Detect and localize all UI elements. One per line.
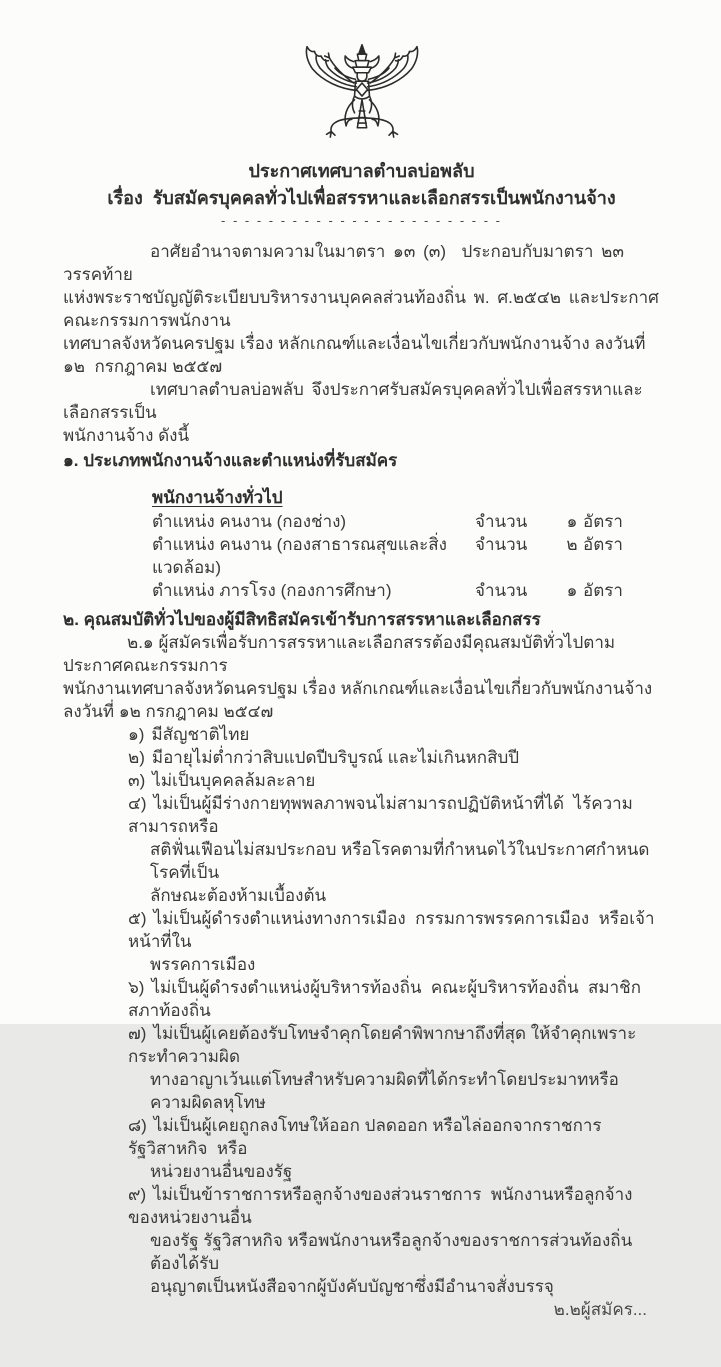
paragraph-line: เทศบาลตำบลบ่อพลับ จึงประกาศรับสมัครบุคคลทั่วไปเพื่อสรรหาและเลือกสรรเป็น: [63, 380, 643, 422]
item-text: ไม่เป็นข้าราชการหรือลูกจ้างของส่วนราชการ พนักงานหรือลูกจ้างของหน่วยงานอื่น: [128, 1185, 633, 1227]
item-line: [128, 907, 660, 953]
item-number: ๓): [128, 771, 146, 790]
item-line: หน่วยงานอื่นของรัฐ: [150, 1162, 293, 1181]
position-row: [152, 510, 660, 533]
paragraph-line: เทศบาลจังหวัดนครปฐม เรื่อง หลักเกณฑ์และเงื่อนไขเกี่ยวกับพนักงานจ้าง ลงวันที่ ๑๒ กรกฎาคม ๒๕๕๗: [63, 334, 651, 376]
item-number: ๗): [128, 1024, 147, 1043]
garuda-emblem: [287, 42, 437, 152]
qualification-list: [128, 723, 660, 1298]
garuda-emblem-drawing: [287, 42, 437, 152]
paragraph-line: พนักงานจ้าง ดังนี้: [63, 426, 190, 445]
paragraph-line: อาศัยอำนาจตามความในมาตรา ๑๓ (๓) ประกอบกับมาตรา ๒๓ วรรคท้าย: [63, 242, 632, 284]
item-line: สติฟั่นเฟือนไม่สมประกอบ หรือโรคตามที่กำหนดไว้ในประกาศกำหนดโรคที่เป็น: [150, 840, 650, 882]
item-line: ของรัฐ รัฐวิสาหกิจ หรือพนักงานหรือลูกจ้างของราชการส่วนท้องถิ่นต้องได้รับ: [150, 1231, 633, 1273]
item-line: ทางอาญาเว้นแต่โทษสำหรับความผิดที่ได้กระทำโดยประมาทหรือความผิดลหุโทษ: [150, 1070, 619, 1112]
count-label: จำนวน: [475, 581, 528, 600]
count-label: จำนวน: [475, 512, 528, 531]
item-line: [128, 1114, 660, 1160]
continuation-mark: ๒.๒ผู้สมัคร...: [553, 1300, 647, 1319]
announcement-title: ประกาศเทศบาลตำบลบ่อพลับ: [248, 161, 475, 181]
employee-type-heading: พนักงานจ้างทั่วไป: [152, 488, 283, 507]
item-text: ไม่เป็นผู้เคยต้องรับโทษจำคุกโดยคำพิพากษาถึงที่สุด ให้จำคุกเพราะกระทำความผิด: [128, 1024, 637, 1066]
position-row: [152, 533, 660, 579]
position-row: [152, 579, 660, 602]
item-text: ไม่เป็นผู้มีร่างกายทุพพลภาพจนไม่สามารถปฏิบัติหน้าที่ได้ ไร้ความสามารถหรือ: [128, 794, 633, 836]
item-text: มีอายุไม่ต่ำกว่าสิบแปดปีบริบูรณ์ และไม่เกินหกสิบปี: [151, 748, 520, 767]
item-line: [128, 769, 660, 792]
paragraph-line: พนักงานเทศบาลจังหวัดนครปฐม เรื่อง หลักเกณฑ์และเงื่อนไขเกี่ยวกับพนักงานจ้าง ลงวันที่ ๑๒ กรกฎาคม ๒๕๔๗: [63, 679, 657, 721]
item-text: มีสัญชาติไทย: [151, 725, 250, 744]
item-number: ๒): [128, 748, 145, 767]
qualification-item: [128, 746, 660, 769]
qualification-item: [128, 1183, 660, 1298]
item-line: [128, 723, 660, 746]
section1-heading: ๑. ประเภทพนักงานจ้างและตำแหน่งที่รับสมัคร: [63, 451, 398, 470]
count-label: จำนวน: [475, 535, 528, 554]
item-line: พรรคการเมือง: [150, 955, 256, 974]
item-number: ๘): [128, 1116, 147, 1135]
item-number: ๔): [128, 794, 147, 813]
item-line: อนุญาตเป็นหนังสือจากผู้บังคับบัญชาซึ่งมีอำนาจสั่งบรรจุ: [150, 1277, 554, 1296]
item-line: [128, 792, 660, 838]
clause-2-1: [63, 631, 660, 723]
item-text: ไม่เป็นผู้ดำรงตำแหน่งผู้บริหารท้องถิ่น คณะผู้บริหารท้องถิ่น สมาชิกสภาท้องถิ่น: [128, 978, 641, 1020]
item-text: ไม่เป็นบุคคลล้มละลาย: [152, 771, 316, 790]
count-value: ๑: [566, 512, 578, 531]
item-text: ไม่เป็นผู้ดำรงตำแหน่งทางการเมือง กรรมการพรรคการเมือง หรือเจ้าหน้าที่ใน: [128, 909, 655, 951]
item-line: [128, 1022, 660, 1068]
item-line: [128, 746, 660, 769]
unit-label: อัตรา: [583, 535, 623, 554]
unit-label: อัตรา: [583, 581, 623, 600]
qualification-item: [128, 792, 660, 907]
announcement-subject: เรื่อง รับสมัครบุคคลทั่วไปเพื่อสรรหาและเลือกสรรเป็นพนักงานจ้าง: [107, 188, 616, 208]
qualification-item: [128, 723, 660, 746]
item-text: ไม่เป็นผู้เคยถูกลงโทษให้ออก ปลดออก หรือไล่ออกจากราชการ รัฐวิสาหกิจ หรือ: [128, 1116, 612, 1158]
title-block: [63, 158, 660, 229]
qualification-item: [128, 769, 660, 792]
position-title: ตำแหน่ง คนงาน (กองสาธารณสุขและสิ่งแวดล้อม): [152, 535, 447, 577]
qualification-item: [128, 907, 660, 976]
qualification-item: [128, 976, 660, 1022]
item-number: ๕): [128, 909, 147, 928]
position-title: ตำแหน่ง คนงาน (กองช่าง): [152, 512, 347, 531]
intro-paragraph: [63, 240, 660, 378]
item-line: ลักษณะต้องห้ามเบื้องต้น: [150, 886, 327, 905]
separator-dashes: - - - - - - - - - - - - - - - - - - - - - - - -: [221, 213, 502, 228]
unit-label: อัตรา: [583, 512, 623, 531]
position-title: ตำแหน่ง ภารโรง (กองการศึกษา): [152, 581, 392, 600]
count-value: ๑: [566, 581, 578, 600]
paragraph-line: ๒.๑ ผู้สมัครเพื่อรับการสรรหาและเลือกสรรต้องมีคุณสมบัติทั่วไปตามประกาศคณะกรรมการ: [63, 633, 616, 675]
item-number: ๑): [128, 725, 145, 744]
qualification-item: [128, 1022, 660, 1114]
paragraph-line: แห่งพระราชบัญญัติระเบียบบริหารงานบุคคลส่วนท้องถิ่น พ. ศ.๒๕๔๒ และประกาศคณะกรรมการพนักงาน: [63, 288, 659, 330]
item-line: [128, 976, 660, 1022]
item-number: ๙): [128, 1185, 147, 1204]
qualification-item: [128, 1114, 660, 1183]
item-number: ๖): [128, 978, 145, 997]
announce-paragraph: [63, 378, 660, 447]
count-value: ๒: [566, 535, 578, 554]
item-line: [128, 1183, 660, 1229]
section2-heading: ๒. คุณสมบัติทั่วไปของผู้มีสิทธิสมัครเข้ารับการสรรหาและเลือกสรร: [63, 610, 541, 629]
positions-table: [152, 486, 660, 602]
